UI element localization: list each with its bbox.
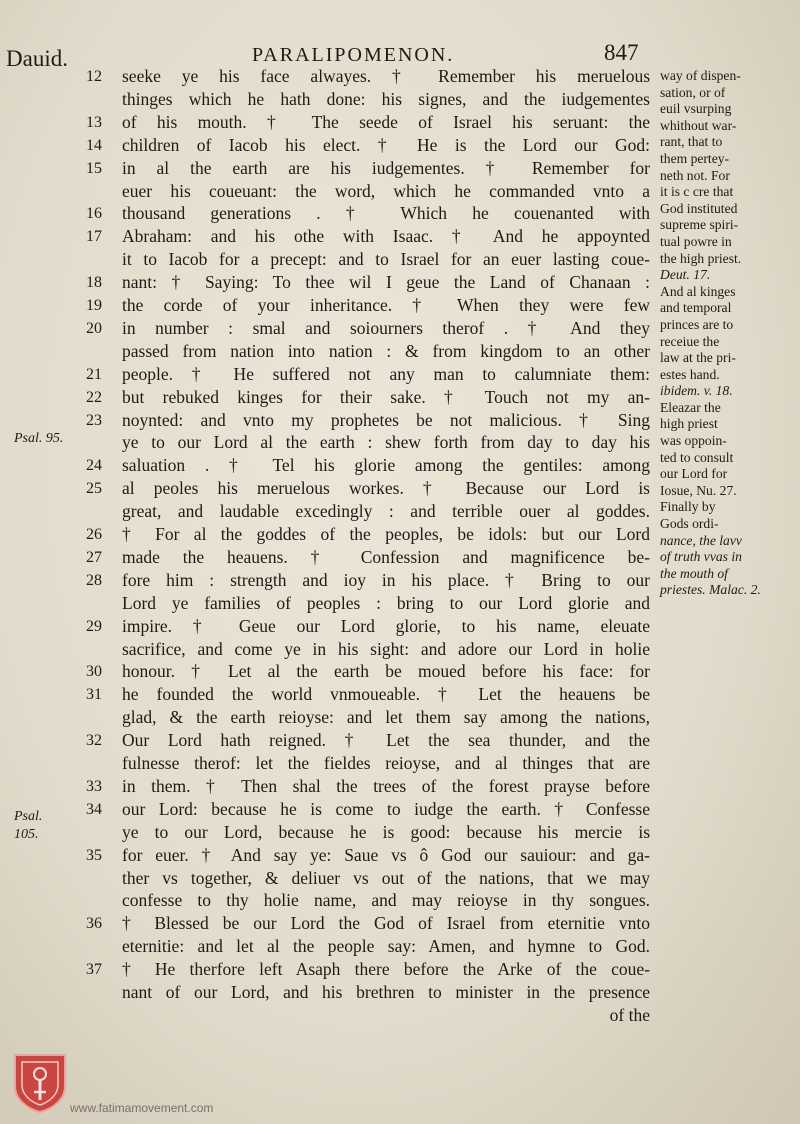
line-text: ther vs together, & deliuer vs out of the nations, that we may [122, 867, 650, 888]
text-line [0, 981, 800, 1004]
line-text: eternitie: and let al the people say: Amen, and hymne to God. [122, 936, 650, 957]
verse-number: 17 [86, 228, 102, 246]
line-text: † For al the goddes of the peoples, be idols: but our Lord [122, 524, 650, 544]
footer-url: www.fatimamovement.com [70, 1101, 214, 1115]
line-text: our Lord: because he is come to iudge the earth. † Confesse [122, 798, 650, 819]
line-text: thousand generations . † Which he couenanted with [122, 203, 650, 224]
text-line [0, 706, 800, 729]
text-line [0, 683, 800, 706]
margin-annotation-line: Gods ordi- [660, 516, 719, 532]
margin-annotation-line: ted to consult [660, 449, 734, 465]
margin-annotation-line: tual powre in [660, 233, 732, 249]
line-text: ye to our Lord al the earth : shew forth from day to day his [122, 432, 650, 453]
line-text: it to Iacob for a precept: and to Israel for an euer lasting coue- [122, 249, 650, 270]
text-line [0, 821, 800, 844]
margin-annotation-line: Finally by [660, 499, 716, 515]
line-text: ye to our Lord, because he is good: because his mercie is [122, 821, 650, 842]
line-text: † Blessed be our Lord the God of Israel from eternitie vnto [122, 913, 650, 934]
margin-annotation-line: nance, the lavv [660, 532, 742, 548]
margin-annotation-line: receiue the [660, 333, 720, 349]
margin-annotation-line: supreme spiri- [660, 217, 739, 233]
margin-annotation-line: ibidem. v. 18. [660, 383, 733, 399]
line-text: Abraham: and his othe with Isaac. † And he appoynted [122, 226, 650, 247]
text-line [0, 660, 800, 683]
verse-number: 13 [86, 113, 102, 131]
verse-number: 34 [86, 800, 102, 818]
fatima-shield-logo [12, 1052, 68, 1114]
line-text: the corde of your inheritance. † When they were few [122, 295, 650, 315]
margin-annotation-line: it is c cre that [660, 184, 734, 200]
text-line [0, 752, 800, 775]
line-text: Our Lord hath reigned. † Let the sea thunder, and the [122, 730, 650, 751]
margin-annotation-line: the high priest. [660, 250, 742, 266]
line-text: noynted: and vnto my prophetes be not malicious. † Sing [122, 409, 650, 430]
margin-annotation-line: them pertey- [660, 150, 730, 166]
line-text: fore him : strength and ioy in his place. † Bring to our [122, 569, 650, 590]
line-text: sacrifice, and come ye in his sight: and adore our Lord in holie [122, 638, 650, 659]
verse-number: 20 [86, 319, 102, 337]
margin-annotation-line: priestes. Malac. 2. [660, 582, 761, 598]
verse-number: 23 [86, 411, 102, 429]
margin-annotation-line: princes are to [660, 316, 734, 332]
text-line [0, 615, 800, 638]
verse-number: 35 [86, 846, 102, 864]
line-text: saluation . † Tel his glorie among the gentiles: among [122, 455, 650, 476]
margin-annotation-line: And al kinges [660, 283, 736, 299]
margin-annotation-line: and temporal [660, 300, 732, 316]
verse-number: 24 [86, 457, 102, 475]
text-line [0, 729, 800, 752]
line-text: fulnesse therof: let the fieldes reioyse, and al thinges that are [122, 753, 650, 773]
margin-note-psal-95: Psal. 95. [14, 431, 64, 446]
line-text: impire. † Geue our Lord glorie, to his name, eleuate [122, 615, 650, 636]
line-text: euer his coueuant: the word, which he commanded vnto a [122, 180, 650, 201]
verse-number: 31 [86, 686, 102, 704]
margin-annotation-line: Deut. 17. [660, 267, 711, 283]
verse-number: 28 [86, 571, 102, 589]
line-text: he founded the world vnmoueable. † Let the heauens be [122, 684, 650, 705]
line-text: of the [609, 1004, 650, 1025]
margin-annotation-line: way of dispen- [660, 68, 741, 83]
margin-annotation-line: euil vsurping [660, 101, 732, 117]
line-text: al peoles his meruelous workes. † Because our Lord is [122, 478, 650, 499]
margin-annotation-line: was oppoin- [660, 433, 727, 449]
running-head-title: PARALIPOMENON. [252, 44, 455, 66]
line-text: seeke ye his face alwayes. † Remember his meruelous [122, 66, 650, 86]
verse-number: 14 [86, 136, 102, 154]
margin-annotation-line: whithout war- [660, 117, 737, 133]
margin-annotation-line: the mouth of [660, 565, 728, 581]
text-line [0, 935, 800, 958]
verse-number: 16 [86, 205, 102, 223]
margin-annotation-line: God instituted [660, 200, 738, 216]
text-line [0, 889, 800, 912]
line-text: in number : smal and soiourners therof . † And they [122, 317, 650, 338]
verse-number: 12 [86, 68, 102, 85]
margin-annotation-line: sation, or of [660, 84, 726, 100]
line-text: made the heauens. † Confession and magnificence be- [122, 546, 650, 567]
margin-note-psal: Psal. [14, 809, 43, 824]
line-text: nant: † Saying: To thee wil I geue the Land of Chanaan : [122, 272, 650, 293]
verse-number: 29 [86, 617, 102, 635]
line-text: great, and laudable excedingly : and terrible ouer al goddes. [122, 501, 650, 522]
line-text: passed from nation into nation : & from kingdom to an other [122, 340, 650, 361]
text-line [0, 958, 800, 981]
margin-note-105: 105. [14, 827, 39, 842]
margin-annotation-line: estes hand. [660, 366, 720, 382]
verse-number: 25 [86, 480, 102, 498]
text-line [0, 798, 800, 821]
text-line [0, 912, 800, 935]
verse-number: 30 [86, 663, 102, 681]
line-text: in them. † Then shal the trees of the forest prayse before [122, 775, 650, 796]
line-text: in al the earth are his iudgementes. † Remember for [122, 157, 650, 178]
margin-annotation-line: Iosue, Nu. 27. [660, 482, 737, 498]
margin-annotation-line: our Lord for [660, 466, 728, 482]
margin-annotation-column [660, 68, 796, 599]
margin-annotation-line: law at the pri- [660, 350, 736, 366]
verse-number: 26 [86, 526, 102, 543]
text-line [0, 867, 800, 890]
margin-annotation-line: rant, that to [660, 134, 723, 150]
verse-number: 27 [86, 548, 102, 566]
running-head-left: Dauid. [6, 46, 68, 71]
margin-annotation-line: high priest [660, 416, 718, 432]
verse-number: 15 [86, 159, 102, 177]
line-text: honour. † Let al the earth be moued before his face: for [122, 661, 650, 682]
margin-annotation-line: of truth vvas in [660, 549, 742, 565]
text-line [0, 638, 800, 661]
page-number: 847 [604, 40, 639, 65]
verse-number: 22 [86, 388, 102, 406]
line-text: Lord ye families of peoples : bring to our Lord glorie and [122, 592, 650, 613]
line-text: † He therfore left Asaph there before the Arke of the coue- [122, 959, 650, 980]
line-text: people. † He suffered not any man to calumniate them: [122, 363, 650, 384]
line-text: thinges which he hath done: his signes, and the iudgementes [122, 88, 650, 109]
verse-number: 36 [86, 915, 102, 933]
text-line [0, 775, 800, 798]
verse-number: 21 [86, 365, 102, 383]
verse-number: 18 [86, 274, 102, 292]
margin-annotation-line: Eleazar the [660, 399, 721, 415]
line-text: but rebuked kinges for their sake. † Touch not my an- [122, 386, 650, 407]
text-line [0, 844, 800, 867]
line-text: confesse to thy holie name, and may reioyse in thy songues. [122, 890, 650, 911]
line-text: children of Iacob his elect. † He is the Lord our God: [122, 134, 650, 155]
verse-number: 32 [86, 732, 102, 750]
text-line [0, 1004, 800, 1027]
verse-number: 37 [86, 961, 102, 979]
line-text: nant of our Lord, and his brethren to minister in the presence [122, 982, 650, 1002]
verse-number: 33 [86, 777, 102, 795]
margin-annotation-line: neth not. For [660, 167, 730, 183]
verse-number: 19 [86, 297, 102, 314]
line-text: of his mouth. † The seede of Israel his seruant: the [122, 111, 650, 132]
line-text: for euer. † And say ye: Saue vs ô God our sauiour: and ga- [122, 844, 650, 865]
line-text: glad, & the earth reioyse: and let them say among the nations, [122, 707, 650, 728]
